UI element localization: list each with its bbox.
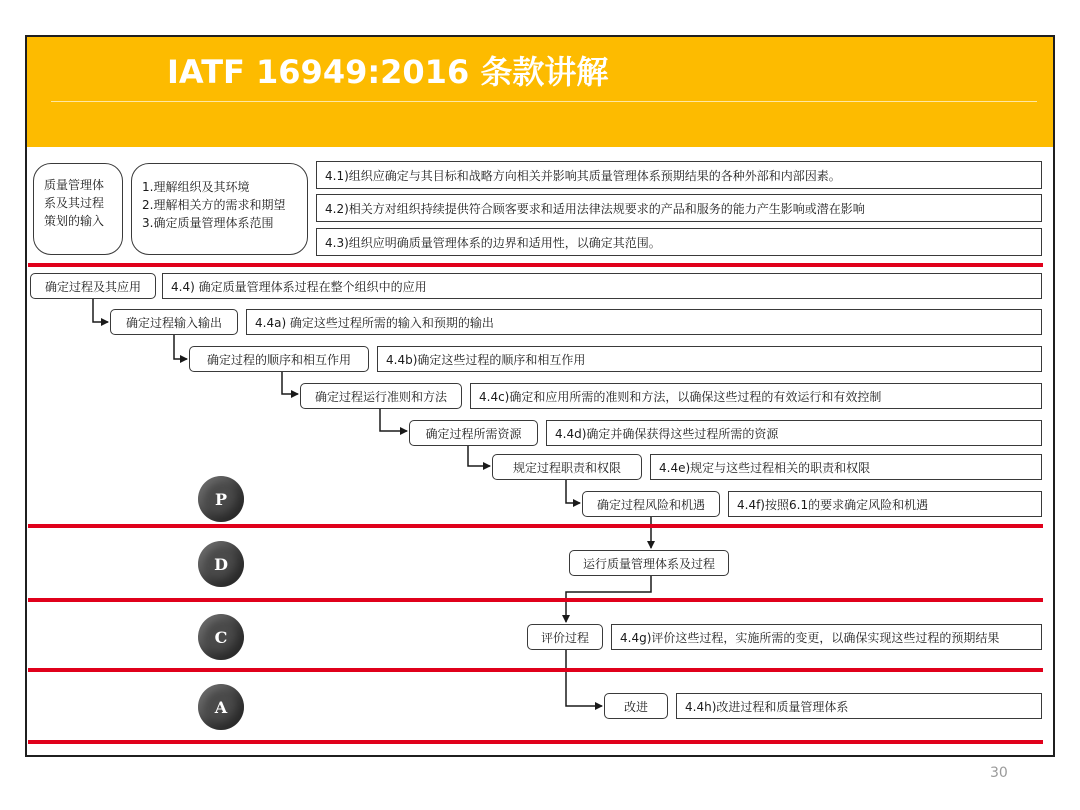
- phase-d-badge: D: [198, 541, 244, 587]
- divider-input: [28, 263, 1043, 267]
- banner-divider: [51, 101, 1037, 102]
- phase-c-badge: C: [198, 614, 244, 660]
- clause-4-1: 4.1)组织应确定与其目标和战略方向相关并影响其质量管理体系预期结果的各种外部和内部因素。: [316, 161, 1042, 189]
- clause-4-4: 4.4) 确定质量管理体系过程在整个组织中的应用: [162, 273, 1042, 299]
- clause-4-3: 4.3)组织应明确质量管理体系的边界和适用性，以确定其范围。: [316, 228, 1042, 256]
- step-operate-qms: 运行质量管理体系及过程: [569, 550, 729, 576]
- phase-a-badge: A: [198, 684, 244, 730]
- step-process-sequence: 确定过程的顺序和相互作用: [189, 346, 369, 372]
- step-improve: 改进: [604, 693, 668, 719]
- clause-4-4g: 4.4g)评价这些过程，实施所需的变更，以确保实现这些过程的预期结果: [611, 624, 1042, 650]
- divider-do: [28, 598, 1043, 602]
- title-banner: [27, 37, 1053, 147]
- step-process-responsibility: 规定过程职责和权限: [492, 454, 642, 480]
- clause-4-4e: 4.4e)规定与这些过程相关的职责和权限: [650, 454, 1042, 480]
- page-number: 30: [990, 765, 1008, 781]
- divider-plan: [28, 524, 1043, 528]
- page-title: IATF 16949:2016 条款讲解: [167, 53, 609, 91]
- input-items-box: 1.理解组织及其环境 2.理解相关方的需求和期望 3.确定质量管理体系范围: [131, 163, 308, 255]
- clause-4-4b: 4.4b)确定这些过程的顺序和相互作用: [377, 346, 1042, 372]
- step-process-resources: 确定过程所需资源: [409, 420, 538, 446]
- clause-4-2: 4.2)相关方对组织持续提供符合顾客要求和适用法律法规要求的产品和服务的能力产生影响或潜在影响: [316, 194, 1042, 222]
- phase-p-badge: P: [198, 476, 244, 522]
- step-process-risk: 确定过程风险和机遇: [582, 491, 720, 517]
- step-process-application: 确定过程及其应用: [30, 273, 156, 299]
- step-process-criteria: 确定过程运行准则和方法: [300, 383, 462, 409]
- clause-4-4f: 4.4f)按照6.1的要求确定风险和机遇: [728, 491, 1042, 517]
- divider-act: [28, 740, 1043, 744]
- input-label-box: 质量管理体 系及其过程 策划的输入: [33, 163, 123, 255]
- clause-4-4c: 4.4c)确定和应用所需的准则和方法，以确保这些过程的有效运行和有效控制: [470, 383, 1042, 409]
- step-process-io: 确定过程输入输出: [110, 309, 238, 335]
- step-evaluate-process: 评价过程: [527, 624, 603, 650]
- divider-check: [28, 668, 1043, 672]
- clause-4-4a: 4.4a) 确定这些过程所需的输入和预期的输出: [246, 309, 1042, 335]
- clause-4-4h: 4.4h)改进过程和质量管理体系: [676, 693, 1042, 719]
- clause-4-4d: 4.4d)确定并确保获得这些过程所需的资源: [546, 420, 1042, 446]
